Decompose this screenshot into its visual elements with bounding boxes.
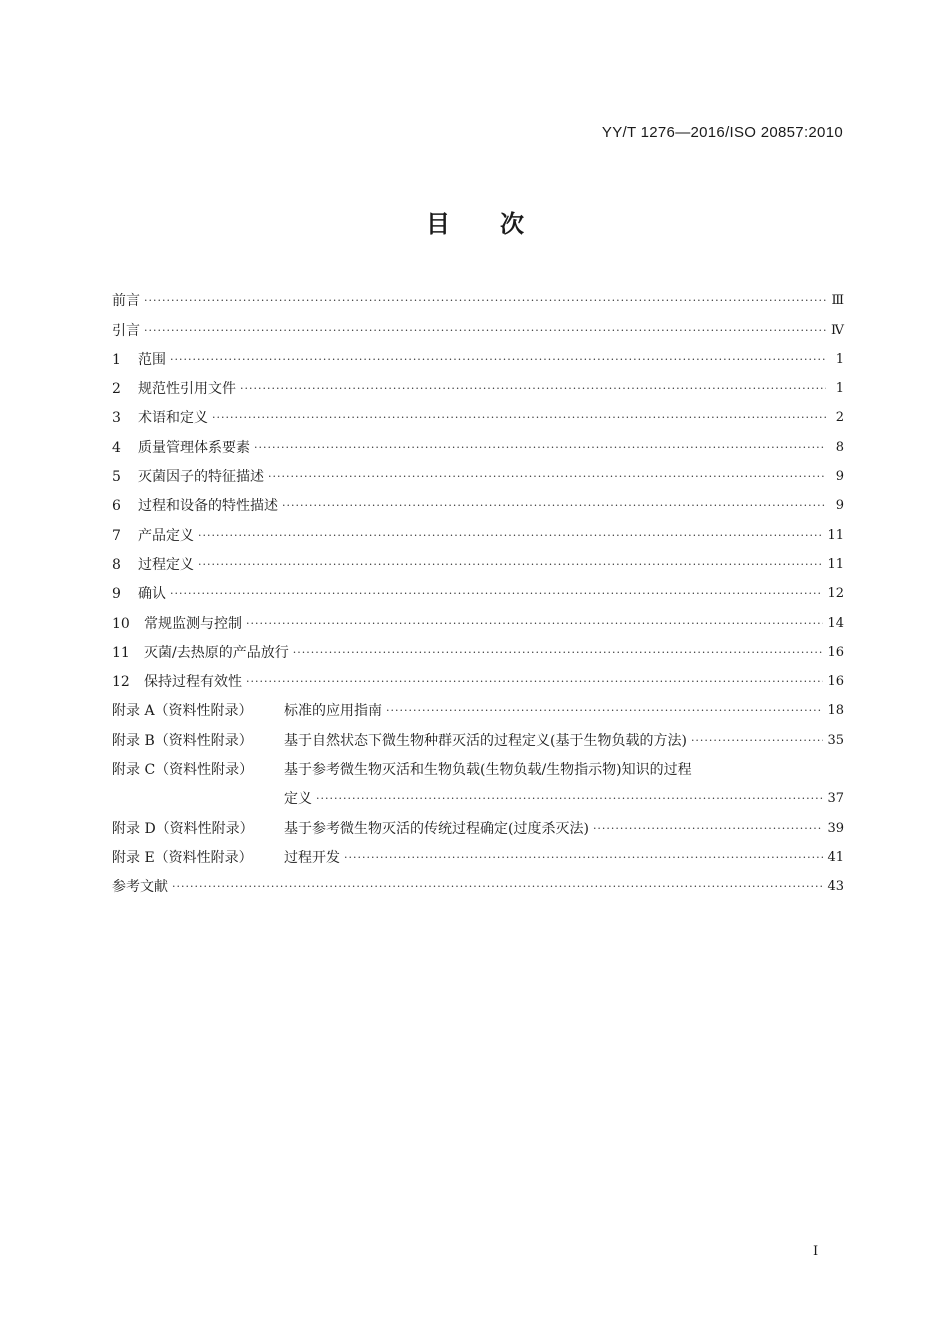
annex-label: 附录 C（资料性附录） (112, 762, 254, 779)
toc-entry[interactable] (112, 341, 844, 370)
dot-leader (344, 848, 823, 868)
toc-entry-number: 10 (112, 615, 130, 632)
annex-label: 附录 A（资料性附录） (112, 703, 253, 720)
toc-entry-page: 14 (827, 615, 844, 631)
toc-entry-number: 8 (112, 556, 121, 573)
toc-entry[interactable] (112, 487, 844, 516)
toc-entry-page: 35 (827, 732, 844, 748)
toc-annex-a[interactable] (112, 692, 844, 721)
dot-leader (198, 526, 823, 546)
toc-annex-b[interactable] (112, 721, 844, 750)
toc-annex-c[interactable] (112, 751, 844, 780)
toc-entry-page: 2 (835, 410, 844, 426)
toc-entry-page: Ⅲ (831, 293, 844, 309)
annex-title: 基于参考微生物灭活的传统过程确定(过度杀灭法) (284, 820, 589, 837)
dot-leader (691, 731, 824, 751)
annex-title: 过程开发 (284, 849, 340, 866)
toc-entry-page: 16 (827, 644, 844, 660)
toc-annex-d[interactable] (112, 809, 844, 838)
dot-leader (254, 438, 826, 458)
toc-entry[interactable] (112, 575, 844, 604)
toc-entry-page: 1 (835, 351, 844, 367)
page-title: 目次 (426, 210, 574, 238)
toc-entry-introduction[interactable] (112, 311, 844, 340)
toc-entry-number: 11 (112, 644, 130, 661)
toc-entry-label: 范围 (138, 351, 166, 368)
toc-entry-bibliography[interactable] (112, 868, 844, 897)
annex-title: 标准的应用指南 (284, 703, 382, 720)
toc-entry-number: 3 (112, 410, 121, 427)
toc-entry-foreword[interactable] (112, 282, 844, 311)
toc-entry-page: 11 (827, 556, 844, 572)
dot-leader (170, 350, 826, 370)
toc-entry-label: 常规监测与控制 (144, 615, 242, 632)
toc-annex-c-continuation[interactable] (112, 780, 844, 809)
toc-entry-label: 质量管理体系要素 (138, 439, 250, 456)
toc-entry-label: 灭菌因子的特征描述 (138, 469, 264, 486)
toc-annex-e[interactable] (112, 839, 844, 868)
toc-entry-page: 1 (835, 381, 844, 397)
dot-leader (268, 467, 826, 487)
dot-leader (316, 789, 823, 809)
toc-entry[interactable] (112, 604, 844, 633)
toc-entry-label: 规范性引用文件 (138, 381, 236, 398)
toc-entry-label: 确认 (138, 586, 166, 603)
dot-leader (282, 496, 826, 516)
toc-entry[interactable] (112, 458, 844, 487)
toc-entry-label: 前言 (112, 293, 140, 310)
dot-leader (144, 321, 826, 341)
toc-entry-number: 1 (112, 351, 121, 368)
toc-entry-label: 术语和定义 (138, 410, 208, 427)
dot-leader (293, 643, 824, 663)
dot-leader (170, 584, 823, 604)
annex-title: 基于参考微生物灭活和生物负载(生物负载/生物指示物)知识的过程 (284, 762, 692, 779)
toc-entry-number: 5 (112, 469, 121, 486)
toc-entry[interactable] (112, 516, 844, 545)
toc-entry-number: 6 (112, 498, 121, 515)
dot-leader (172, 877, 823, 897)
toc-entry-number: 7 (112, 527, 121, 544)
toc-entry[interactable] (112, 370, 844, 399)
dot-leader (593, 819, 824, 839)
dot-leader (246, 672, 823, 692)
toc-entry[interactable] (112, 399, 844, 428)
toc-entry-number: 4 (112, 439, 121, 456)
annex-title: 基于自然状态下微生物种群灭活的过程定义(基于生物负载的方法) (284, 732, 687, 749)
toc-entry-page: 16 (827, 674, 844, 690)
toc-entry-number: 9 (112, 586, 121, 603)
toc-entry-page: 39 (827, 820, 844, 836)
dot-leader (246, 614, 823, 634)
toc-entry-label: 引言 (112, 322, 140, 339)
toc-entry-page: 9 (835, 469, 844, 485)
toc-entry-page: 37 (827, 791, 844, 807)
annex-title-continuation: 定义 (284, 791, 312, 808)
toc-entry-label: 过程和设备的特性描述 (138, 498, 278, 515)
annex-label: 附录 D（资料性附录） (112, 820, 254, 837)
dot-leader (386, 701, 823, 721)
toc-entry-number: 2 (112, 381, 121, 398)
toc-entry[interactable] (112, 663, 844, 692)
toc-entry[interactable] (112, 428, 844, 457)
toc-entry-label: 过程定义 (138, 556, 194, 573)
toc-entry-page: 9 (835, 498, 844, 514)
toc-entry-label: 灭菌/去热原的产品放行 (144, 644, 289, 661)
toc-entry-page: 18 (827, 703, 844, 719)
dot-leader (144, 291, 826, 311)
toc-entry-page: 41 (827, 849, 844, 865)
toc-entry-page: 43 (827, 879, 844, 895)
toc-entry-page: 11 (827, 527, 844, 543)
toc-entry-page: 8 (835, 439, 844, 455)
toc-entry-label: 产品定义 (138, 527, 194, 544)
toc-entry-page: Ⅳ (831, 322, 844, 338)
toc-entry-label: 保持过程有效性 (144, 674, 242, 691)
toc-entry[interactable] (112, 634, 844, 663)
annex-label: 附录 B（资料性附录） (112, 732, 253, 749)
dot-leader (198, 555, 823, 575)
dot-leader (240, 379, 826, 399)
page-number: I (813, 1244, 819, 1259)
standard-code: YY/T 1276—2016/ISO 20857:2010 (601, 124, 843, 141)
toc-entry[interactable] (112, 546, 844, 575)
table-of-contents (112, 282, 844, 897)
toc-entry-label: 参考文献 (112, 879, 168, 896)
dot-leader (212, 408, 826, 428)
annex-label: 附录 E（资料性附录） (112, 849, 253, 866)
toc-entry-page: 12 (827, 586, 844, 602)
toc-entry-number: 12 (112, 674, 130, 691)
